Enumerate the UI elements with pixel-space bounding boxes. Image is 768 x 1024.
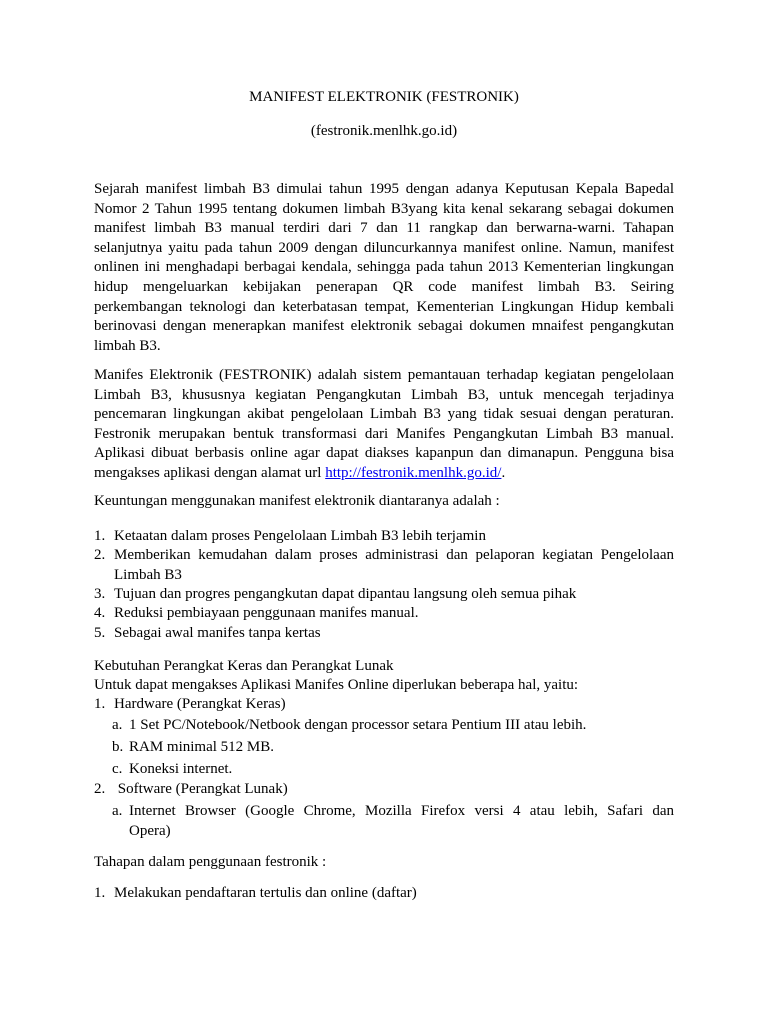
paragraph-line: Limbah B3, khususnya kegiatan Pengangkutan Limbah B3, untuk mencegah terjadinya [94,386,674,403]
list-text: Melakukan pendaftaran tertulis dan online (daftar) [114,885,417,901]
sub-list-line: Opera) [129,822,171,839]
sub-list-letter: a. [112,803,123,819]
list-number: 2. [94,781,106,797]
list-number: 5. [94,625,106,641]
list-number: 3. [94,586,106,602]
list-line: Memberikan kemudahan dalam proses administrasi dan pelaporan kegiatan Pengelolaan [114,547,674,563]
paragraph-line: selanjutnya yaitu pada tahun 2009 dengan diluncurkannya manifest online. Namun, manifest [94,239,674,256]
festronik-url-link[interactable]: http://festronik.menlhk.go.id/ [325,464,502,481]
sub-list-letter: c. [112,761,123,777]
paragraph-line: Sejarah manifest limbah B3 dimulai tahun 1995 dengan adanya Keputusan Kepala Bapedal [94,181,674,197]
paragraph-text: . [501,464,506,481]
paragraph-line: Nomor 2 Tahun 1995 tentang dokumen limbah B3yang kita kenal sekarang sebagai dokumen [94,200,674,217]
festronik-definition-paragraph [94,366,674,484]
paragraph-line: pencemaran lingkungan akibat pengelolaan Limbah B3 yang tidak sesuai dengan peraturan. [94,406,674,423]
list-text: Sebagai awal manifes tanpa kertas [114,625,321,641]
sub-list-line: Internet Browser (Google Chrome, Mozilla Firefox versi 4 atau lebih, Safari dan [129,803,674,819]
paragraph-line: limbah B3. [94,337,161,354]
list-number: 4. [94,605,106,621]
requirements-heading: Kebutuhan Perangkat Keras dan Perangkat Lunak [94,658,394,674]
list-number: 1. [94,528,106,544]
list-line: Limbah B3 [114,566,182,583]
paragraph-text: mengakses aplikasi dengan alamat url [94,464,326,481]
list-text: Tujuan dan progres pengangkutan dapat dipantau langsung oleh semua pihak [114,586,577,602]
paragraph-line: berinovasi dengan menerapkan manifest elektronik sebagai dokumen mnaifest pengangkutan [94,318,674,335]
paragraph-line: perkembangan teknologi dan keterbatasan tempat, Kementerian Lingkungan Hidup kembali [94,298,674,315]
sub-list-text: 1 Set PC/Notebook/Netbook dengan processor setara Pentium III atau lebih. [129,717,587,733]
list-text: Hardware (Perangkat Keras) [114,696,286,712]
document-title: MANIFEST ELEKTRONIK (FESTRONIK) [249,89,519,105]
sub-list-text [129,802,674,841]
list-text [114,546,674,585]
document-subtitle: (festronik.menlhk.go.id) [310,123,458,139]
sub-list-letter: b. [112,739,124,755]
paragraph-line: Manifes Elektronik (FESTRONIK) adalah sistem pemantauan terhadap kegiatan pengelolaan [94,367,674,383]
list-text: Software (Perangkat Lunak) [114,781,288,797]
paragraph-line: hidup mengeluarkan kebijakan penerapan QR code manifest limbah B3. Seiring [94,278,674,295]
list-number: 1. [94,885,106,901]
benefits-intro: Keuntungan menggunakan manifest elektronik diantaranya adalah : [94,493,500,509]
sub-list-letter: a. [112,717,123,733]
history-paragraph [94,180,674,356]
paragraph-line: onlinen ini menghadapi berbagai kendala, sehingga pada tahun 2013 Kementerian lingkungan [94,259,674,276]
sub-list-text: RAM minimal 512 MB. [129,739,275,755]
paragraph-line: Festronik merupakan bentuk transformasi dari Manifes Pengangkutan Limbah B3 manual. [94,425,674,442]
list-text: Ketaatan dalam proses Pengelolaan Limbah B3 lebih terjamin [114,528,486,544]
list-number: 1. [94,696,106,712]
paragraph-line [94,464,674,484]
steps-intro: Tahapan dalam penggunaan festronik : [94,854,327,870]
paragraph-line: Aplikasi dibuat berbasis online agar dapat diakses kapanpun dan dimanapun. Pengguna bisa [94,445,674,462]
requirements-intro: Untuk dapat mengakses Aplikasi Manifes Online diperlukan beberapa hal, yaitu: [94,677,579,693]
list-text: Reduksi pembiayaan penggunaan manifes manual. [114,605,419,621]
paragraph-line: manifest limbah B3 manual terdiri dari 7 dan 11 rangkap dan berwarna-warni. Tahapan [94,220,674,237]
list-number: 2. [94,547,106,563]
sub-list-text: Koneksi internet. [129,761,233,777]
